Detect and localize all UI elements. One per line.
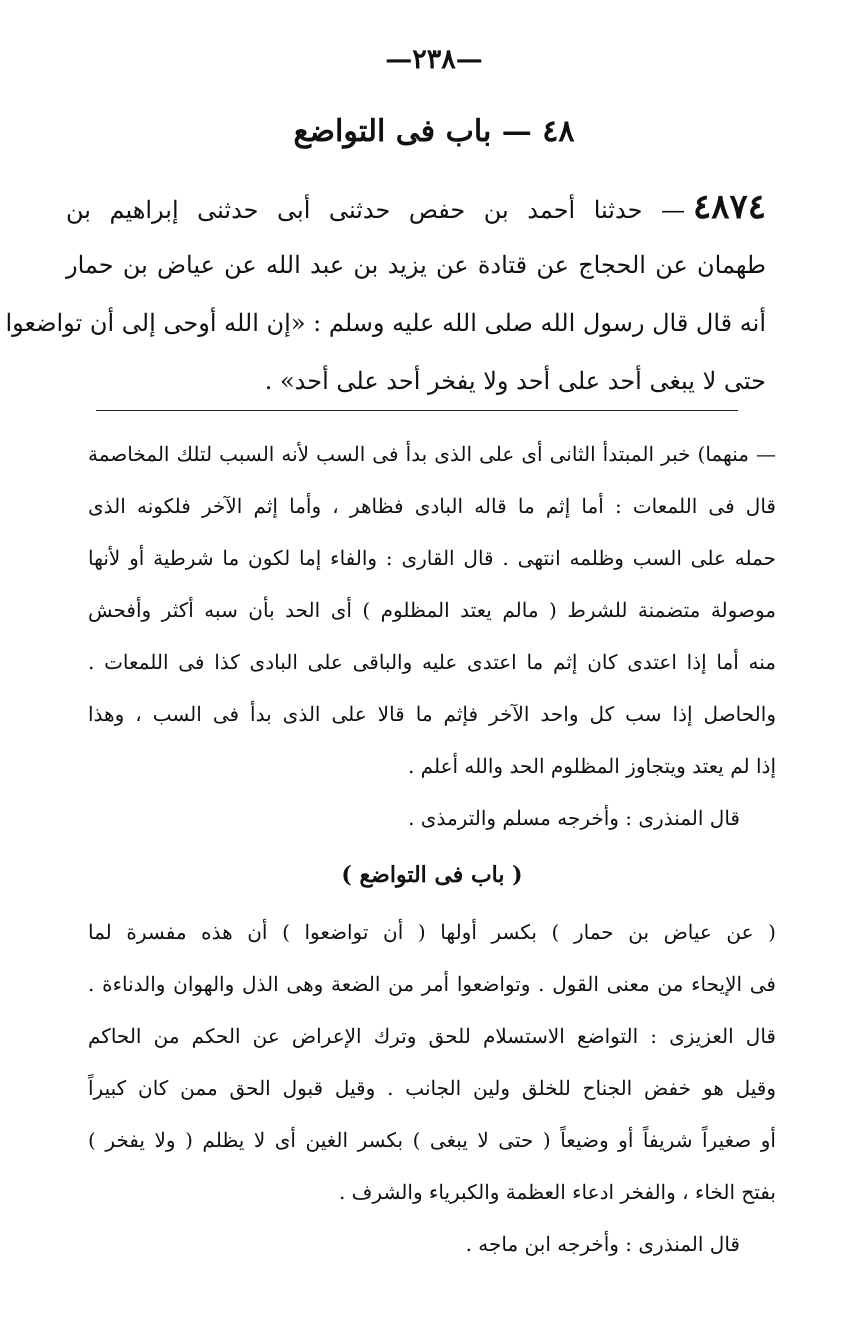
commentary	[88, 428, 776, 1270]
commentary-line: — منهما) خبر المبتدأ الثانى أى على الذى بدأ فى السب لأنه السبب لتلك المخاصمة	[88, 442, 776, 466]
commentary-subheading: ( باب فى التواضع )	[341, 862, 523, 888]
hadith-text	[5, 178, 767, 410]
commentary-line: موصولة متضمنة للشرط ( مالم يعتد المظلوم ) أى الحد بأن سبه أكثر وأفحش	[88, 598, 776, 622]
mundhiri-note: قال المنذرى : وأخرجه ابن ماجه .	[465, 1232, 740, 1256]
hadith-line: طهمان عن الحجاج عن قتادة عن يزيد بن عبد الله عن عياض بن حمار	[66, 251, 767, 279]
commentary-line: قال العزيزى : التواضع الاستسلام للحق وترك الإعراض عن الحكم من الحاكم	[88, 1024, 776, 1048]
page-number: —٢٣٨—	[385, 44, 483, 75]
commentary-line: ( عن عياض بن حمار ) بكسر أولها ( أن تواضعوا ) أن هذه مفسرة لما	[88, 920, 776, 944]
commentary-line: فى الإيحاء من معنى القول . وتواضعوا أمر من الضعة وهى الذل والهوان والدناءة .	[88, 972, 776, 996]
chapter-title: ٤٨ — باب فى التواضع	[293, 114, 575, 149]
hadith-line: أنه قال قال رسول الله صلى الله عليه وسلم : «إن الله أوحى إلى أن تواضعوا	[5, 309, 766, 337]
commentary-line: بفتح الخاء ، والفخر ادعاء العظمة والكبرياء والشرف .	[338, 1180, 776, 1204]
commentary-line: وقيل هو خفض الجناح للخلق ولين الجانب . وقيل قبول الحق ممن كان كبيراً	[88, 1076, 776, 1100]
commentary-line: منه أما إذا اعتدى كان إثم ما اعتدى عليه والباقى على البادى كذا فى اللمعات .	[88, 650, 776, 674]
commentary-line: أو صغيراً شريفاً أو وضيعاً ( حتى لا يبغى ) بكسر الغين أى لا يظلم ( ولا يفخر )	[88, 1128, 776, 1152]
commentary-line: قال فى اللمعات : أما إثم ما قاله البادى فظاهر ، وأما إثم الآخر فلكونه الذى	[88, 494, 776, 518]
mundhiri-note: قال المنذرى : وأخرجه مسلم والترمذى .	[408, 806, 740, 830]
commentary-line: إذا لم يعتد ويتجاوز المظلوم الحد والله أعلم .	[407, 754, 776, 778]
hadith-line: ٤٨٧٤— حدثنا أحمد بن حفص حدثنى أبى حدثنى إبراهيم بن	[66, 187, 766, 227]
footnote-divider	[96, 410, 738, 411]
commentary-line: والحاصل إذا سب كل واحد الآخر فإثم ما قالا على الذى بدأ فى السب ، وهذا	[88, 702, 776, 726]
commentary-line: حمله على السب وظلمه انتهى . قال القارى : والفاء إما لكون ما شرطية أو لأنها	[88, 546, 776, 570]
hadith-number: ٤٨٧٤	[692, 187, 766, 227]
hadith-line: حتى لا يبغى أحد على أحد ولا يفخر أحد على أحد» .	[264, 367, 766, 395]
